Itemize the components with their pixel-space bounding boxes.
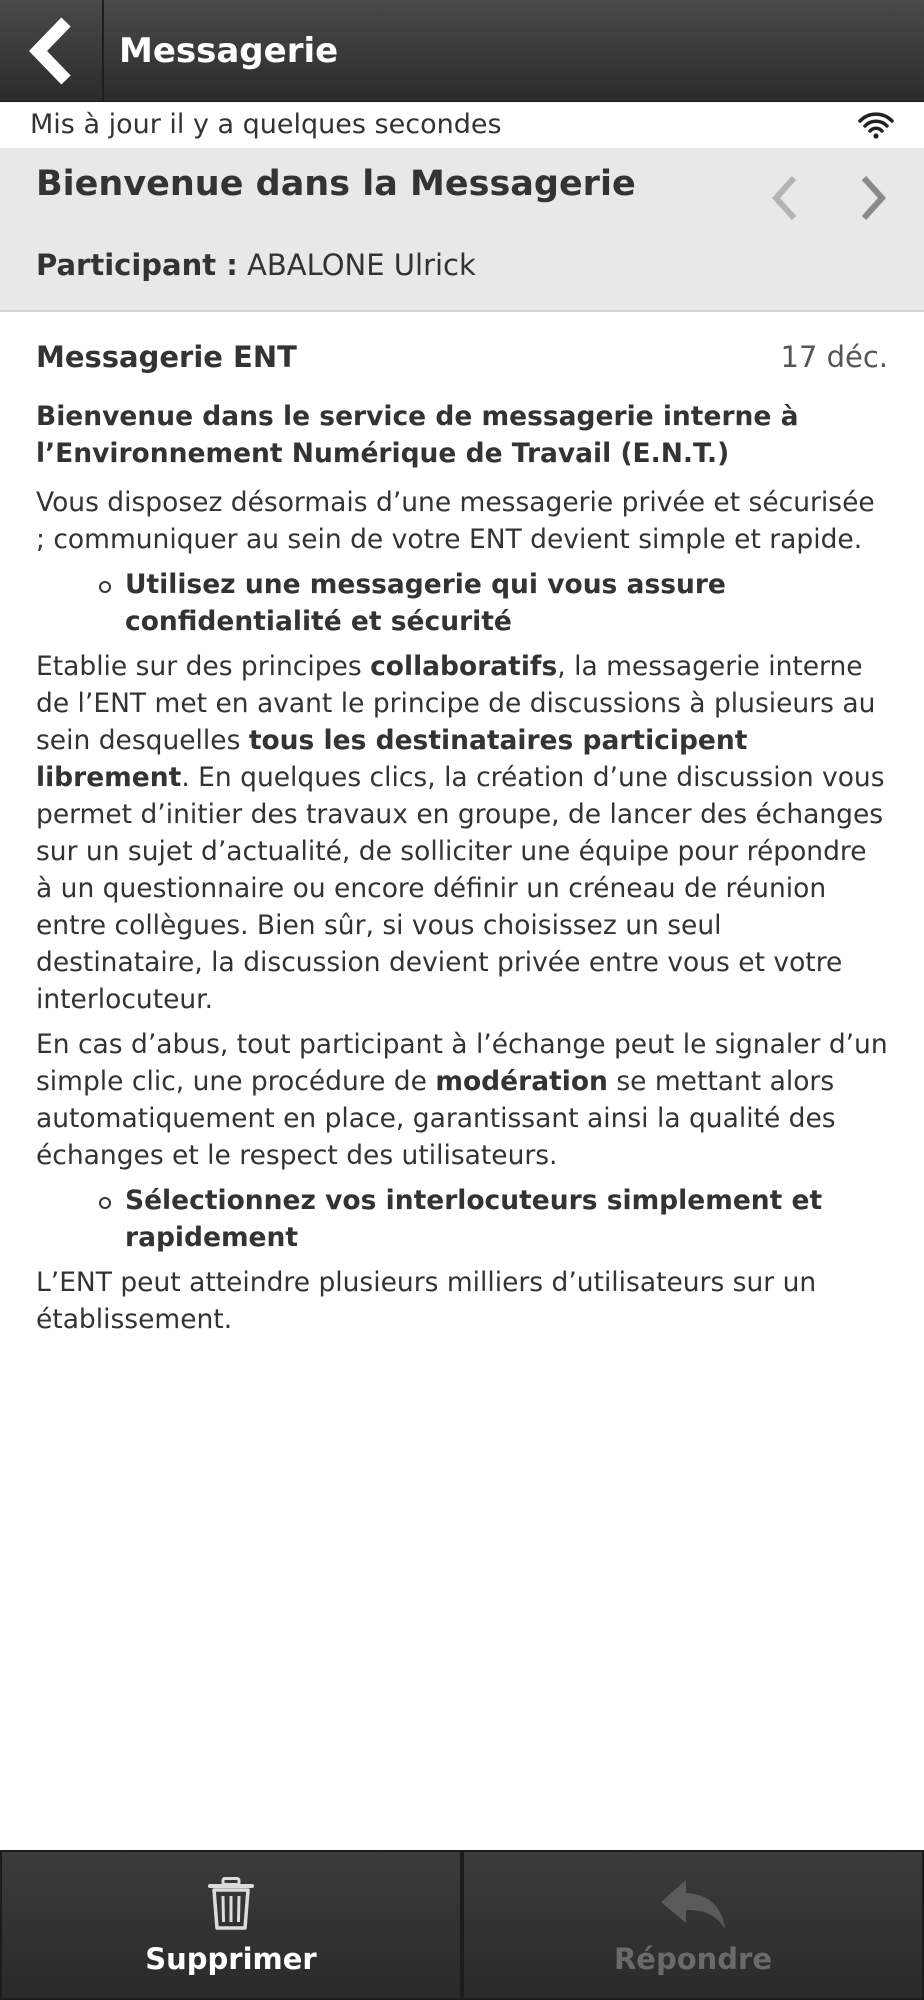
- text-span: . En quelques clics, la création d’une discussion vous permet d’initier des travaux en groupe, de lancer des échanges sur un sujet d’actualité, de solliciter une équipe pour répondre à un questionnaire ou encore définir un créneau de réunion entre collègues. Bien sûr, si vous choisissez un seul destinataire, la discussion devient privée entre vous et votre interlocuteur.: [36, 762, 885, 1015]
- chevron-left-icon: [769, 174, 799, 222]
- message-sender: Messagerie ENT: [36, 340, 297, 374]
- previous-message-button[interactable]: [754, 168, 814, 228]
- sync-status-bar: [0, 102, 924, 147]
- next-message-button[interactable]: [844, 168, 904, 228]
- conversation-title: Bienvenue dans la Messagerie: [36, 164, 636, 204]
- reply-label: Répondre: [613, 1942, 773, 1976]
- reply-button[interactable]: [462, 1850, 924, 2000]
- text-span: , la messagerie interne de l’ENT met en avant le principe de discussions à plusieurs au sein desquelles: [36, 651, 876, 756]
- app-header: [0, 0, 924, 102]
- back-button[interactable]: [0, 0, 104, 101]
- action-icon-wrap: [208, 1874, 254, 1934]
- bold-text: collaboratifs: [370, 651, 558, 682]
- trash-icon: [208, 1877, 254, 1931]
- message-paragraph: [36, 1026, 888, 1174]
- participant-line: [36, 248, 476, 282]
- conversation-header: [0, 148, 924, 312]
- message-paragraph: L’ENT peut atteindre plusieurs milliers d’utilisateurs sur un établissement.: [36, 1267, 817, 1335]
- wifi-icon: [858, 111, 894, 139]
- participant-name: ABALONE Ulrick: [237, 248, 476, 282]
- message-paragraph: Vous disposez désormais d’une messagerie privée et sécurisée ; communiquer au sein de votre ENT devient simple et rapide.: [36, 487, 875, 555]
- sync-status-text: Mis à jour il y a quelques secondes: [30, 109, 502, 140]
- message-list: [36, 566, 888, 640]
- action-bar: [0, 1850, 924, 2000]
- message-list: [36, 1182, 888, 1256]
- bold-text: tous les destinataires participent librement: [36, 725, 748, 793]
- bold-text: modération: [435, 1066, 608, 1097]
- header-title: Messagerie: [119, 30, 339, 71]
- text-span: Etablie sur des principes: [36, 651, 371, 682]
- text-span: se mettant alors automatiquement en place, garantissant ainsi la qualité des échanges et le respect des utilisateurs.: [36, 1066, 836, 1171]
- delete-label: Supprimer: [145, 1942, 317, 1976]
- delete-button[interactable]: [0, 1850, 462, 2000]
- reply-icon: [658, 1877, 728, 1931]
- message-paragraph: [36, 648, 888, 1018]
- conversation-nav: [754, 168, 904, 228]
- list-item: Sélectionnez vos interlocuteurs simplement et rapidement: [125, 1182, 888, 1256]
- message: [36, 312, 888, 1346]
- chevron-left-icon: [26, 16, 76, 86]
- message-date: 17 déc.: [780, 340, 888, 374]
- text-span: En cas d’abus, tout participant à l’échange peut le signaler d’un simple clic, une procédure de: [36, 1029, 888, 1097]
- participant-label: Participant :: [36, 248, 238, 282]
- message-body: [36, 398, 888, 1338]
- list-item: Utilisez une messagerie qui vous assure confidentialité et sécurité: [125, 566, 888, 640]
- message-header: [36, 312, 888, 402]
- message-lead: Bienvenue dans le service de messagerie interne à l’Environnement Numérique de Travail (E.N.T.): [36, 401, 799, 469]
- chevron-right-icon: [859, 174, 889, 222]
- action-icon-wrap: [658, 1874, 728, 1934]
